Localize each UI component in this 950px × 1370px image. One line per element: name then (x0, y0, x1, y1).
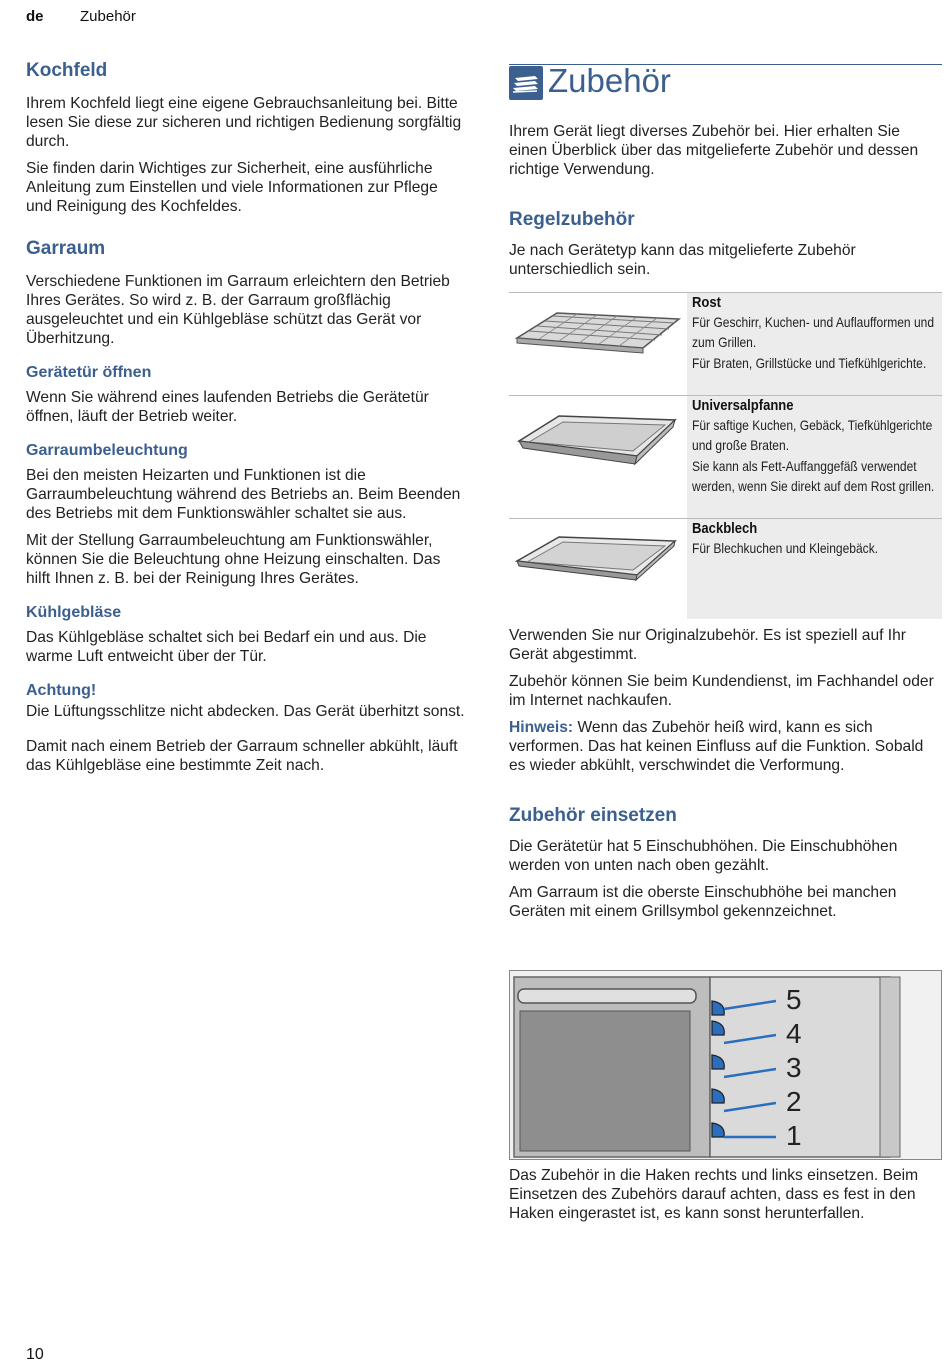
universalpfanne-name: Universalpfanne (692, 398, 794, 414)
hint-text: Wenn das Zubehör heiß wird, kann es sich verformen. Das hat keinen Einfluss auf die Funktion. Sobald es wieder abkühlt, verschwindet die Verformung. (509, 719, 924, 774)
accessory-row-rost (509, 292, 942, 396)
rost-name: Rost (692, 295, 722, 311)
kuehl-paragraph-1: Das Kühlgebläse schaltet sich bei Bedarf ein und aus. Die warme Luft entweicht über der Tür. (26, 629, 427, 665)
header-section: Zubehör (80, 8, 136, 25)
tuer-paragraph: Wenn Sie während eines laufenden Betriebs die Gerätetür öffnen, läuft der Betrieb weiter. (26, 389, 429, 425)
kochfeld-paragraph-2: Sie finden darin Wichtiges zur Sicherheit, eine ausführliche Anleitung zum Einstellen und viele Informationen zur Pflege und Reinigung des Kochfeldes. (26, 160, 438, 215)
backblech-image (509, 519, 687, 619)
original-paragraph: Verwenden Sie nur Originalzubehör. Es ist speziell auf Ihr Gerät abgestimmt. (509, 627, 906, 663)
accessory-row-universalpfanne (509, 395, 942, 519)
left-column (26, 60, 466, 783)
accessory-row-backblech (509, 518, 942, 619)
level-5: 5 (786, 984, 802, 1015)
kuehl-paragraph-2: Damit nach einem Betrieb der Garraum schneller abkühlt, läuft das Kühlgebläse eine bestimmte Zeit nach. (26, 738, 458, 774)
level-3: 3 (786, 1052, 802, 1083)
tuer-heading: Gerätetür öffnen (26, 364, 152, 381)
beleuchtung-paragraph-1: Bei den meisten Heizarten und Funktionen ist die Garraumbeleuchtung während des Betriebs an. Beim Beenden des Betriebs mit dem Funktionswähler schaltet sie aus. (26, 467, 461, 522)
rost-text (687, 293, 942, 396)
garraum-paragraph: Verschiedene Funktionen im Garraum erleichtern den Betrieb Ihres Gerätes. So wird z. B. der Garraum großflächig ausgeleuchtet und ein Kühlgebläse schützt das Gerät vor Überhitzung. (26, 273, 450, 347)
right-bottom-text (509, 1166, 942, 1231)
beleuchtung-paragraph-2: Mit der Stellung Garraumbeleuchtung am Funktionswähler, können Sie die Beleuchtung ohne Heizung einschalten. Das hilft Ihnen z. B. bei der Reinigung Ihres Gerätes. (26, 532, 441, 587)
hint-label: Hinweis: (509, 719, 574, 736)
einsetzen-heading: Zubehör einsetzen (509, 805, 677, 826)
einsetzen-paragraph-3: Das Zubehör in die Haken rechts und links einsetzen. Beim Einsetzen des Zubehörs darauf achten, dass es fest in den Haken eingerastet ist, es kann sonst herunterfallen. (509, 1167, 919, 1222)
kuehl-heading: Kühlgebläse (26, 604, 122, 621)
right-top-text (509, 122, 942, 287)
regel-heading: Regelzubehör (509, 209, 635, 230)
level-4: 4 (786, 1018, 802, 1049)
level-numbers (786, 983, 802, 1153)
level-1: 1 (786, 1120, 802, 1151)
chapter-title: Zubehör (548, 62, 671, 99)
warning-heading: Achtung! (26, 682, 97, 699)
backblech-name: Backblech (692, 521, 758, 537)
accessory-table (509, 292, 942, 618)
right-middle-text (509, 626, 942, 929)
rost-image (509, 293, 687, 396)
regel-paragraph: Je nach Gerätetyp kann das mitgelieferte Zubehör unterschiedlich sein. (509, 242, 856, 278)
rost-desc-1: Für Geschirr, Kuchen- und Auflaufformen und zum Grillen. (692, 314, 935, 350)
universalpfanne-desc-2: Sie kann als Fett-Auffanggefäß verwendet werden, wenn Sie direkt auf dem Rost grillen. (692, 458, 935, 494)
backblech-text (687, 519, 942, 619)
oven-levels-diagram (509, 970, 942, 1160)
chapter-icon (509, 66, 543, 100)
universalpfanne-desc-1: Für saftige Kuchen, Gebäck, Tiefkühlgerichte und große Braten. (692, 417, 933, 453)
rost-desc-2: Für Braten, Grillstücke und Tiefkühlgerichte. (692, 355, 927, 371)
universalpfanne-image (509, 396, 687, 519)
universalpfanne-text (687, 396, 942, 519)
kochfeld-heading: Kochfeld (26, 60, 108, 81)
level-2: 2 (786, 1086, 802, 1117)
warning-text: Die Lüftungsschlitze nicht abdecken. Das Gerät überhitzt sonst. (26, 703, 465, 720)
garraum-heading: Garraum (26, 238, 106, 259)
backblech-desc-1: Für Blechkuchen und Kleingebäck. (692, 540, 879, 556)
kochfeld-paragraph-1: Ihrem Kochfeld liegt eine eigene Gebrauchsanleitung bei. Bitte lesen Sie diese zur sicheren und richtigen Bedienung sorgfältig durch. (26, 95, 462, 150)
einsetzen-paragraph-1: Die Gerätetür hat 5 Einschubhöhen. Die Einschubhöhen werden von unten nach oben gezählt. (509, 838, 898, 874)
einsetzen-paragraph-2: Am Garraum ist die oberste Einschubhöhe bei manchen Geräten mit einem Grillsymbol gekennzeichnet. (509, 884, 897, 920)
hint-paragraph (509, 718, 942, 775)
intro-paragraph: Ihrem Gerät liegt diverses Zubehör bei. Hier erhalten Sie einen Überblick über das mitgelieferte Zubehör und dessen richtige Verwendung. (509, 123, 919, 178)
beleuchtung-heading: Garraumbeleuchtung (26, 442, 188, 459)
nachkaufen-paragraph: Zubehör können Sie beim Kundendienst, im Fachhandel oder im Internet nachkaufen. (509, 673, 934, 709)
header-language: de (26, 8, 44, 25)
page-number: 10 (26, 1346, 44, 1363)
